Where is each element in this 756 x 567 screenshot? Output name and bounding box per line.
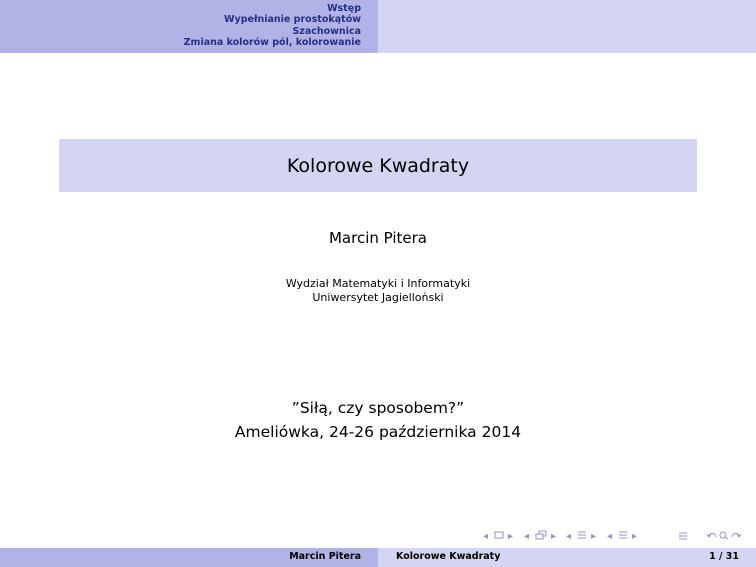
frame-prev-icon[interactable]: ◂ (483, 531, 489, 542)
headline-right-band (378, 0, 756, 53)
frame-icon[interactable] (494, 530, 504, 544)
footline-title: Kolorowe Kwadraty (396, 551, 501, 562)
forward-icon[interactable] (730, 530, 742, 545)
footline (0, 548, 756, 567)
toc-icon[interactable] (678, 530, 688, 545)
event-place-date: Ameliówka, 24-26 października 2014 (234, 423, 522, 441)
subsection-next-icon[interactable]: ▸ (551, 531, 557, 542)
footline-title-box (378, 548, 756, 567)
footline-author-box (0, 548, 378, 567)
search-icon[interactable] (718, 530, 730, 545)
subsubsection-prev-icon[interactable]: ◂ (607, 531, 613, 542)
page-number: 1 / 31 (709, 551, 739, 562)
event-info (0, 396, 756, 444)
institute-faculty: Wydział Matematyki i Informatyki (285, 277, 471, 290)
institute-university: Uniwersytet Jagielloński (312, 291, 444, 304)
nav-section-wstep[interactable]: Wstęp (327, 3, 361, 14)
back-icon[interactable] (706, 530, 718, 545)
section-next-icon[interactable]: ▸ (591, 531, 597, 542)
subsection-icon[interactable] (535, 530, 547, 545)
section-navigation (0, 0, 378, 53)
institute (0, 277, 756, 305)
nav-section-wypelnianie[interactable]: Wypełnianie prostokątów (224, 14, 361, 26)
subsubsection-next-icon[interactable]: ▸ (632, 531, 638, 542)
nav-section-szachownica[interactable]: Szachownica (292, 25, 361, 37)
footline-author: Marcin Pitera (289, 551, 361, 562)
subsubsection-icon[interactable] (618, 530, 628, 545)
frame-next-icon[interactable]: ▸ (508, 531, 514, 542)
headline-bar (0, 0, 756, 53)
presentation-title: Kolorowe Kwadraty (286, 154, 470, 177)
author-name: Marcin Pitera (328, 229, 427, 247)
subsection-prev-icon[interactable]: ◂ (524, 531, 530, 542)
nav-section-zmiana-kolorow[interactable]: Zmiana kolorów pól, kolorowanie (183, 37, 361, 49)
event-title: ”Siłą, czy sposobem?” (291, 399, 465, 417)
section-icon[interactable] (577, 530, 587, 545)
section-prev-icon[interactable]: ◂ (566, 531, 572, 542)
title-block (59, 139, 697, 192)
navigation-symbols (480, 530, 756, 546)
